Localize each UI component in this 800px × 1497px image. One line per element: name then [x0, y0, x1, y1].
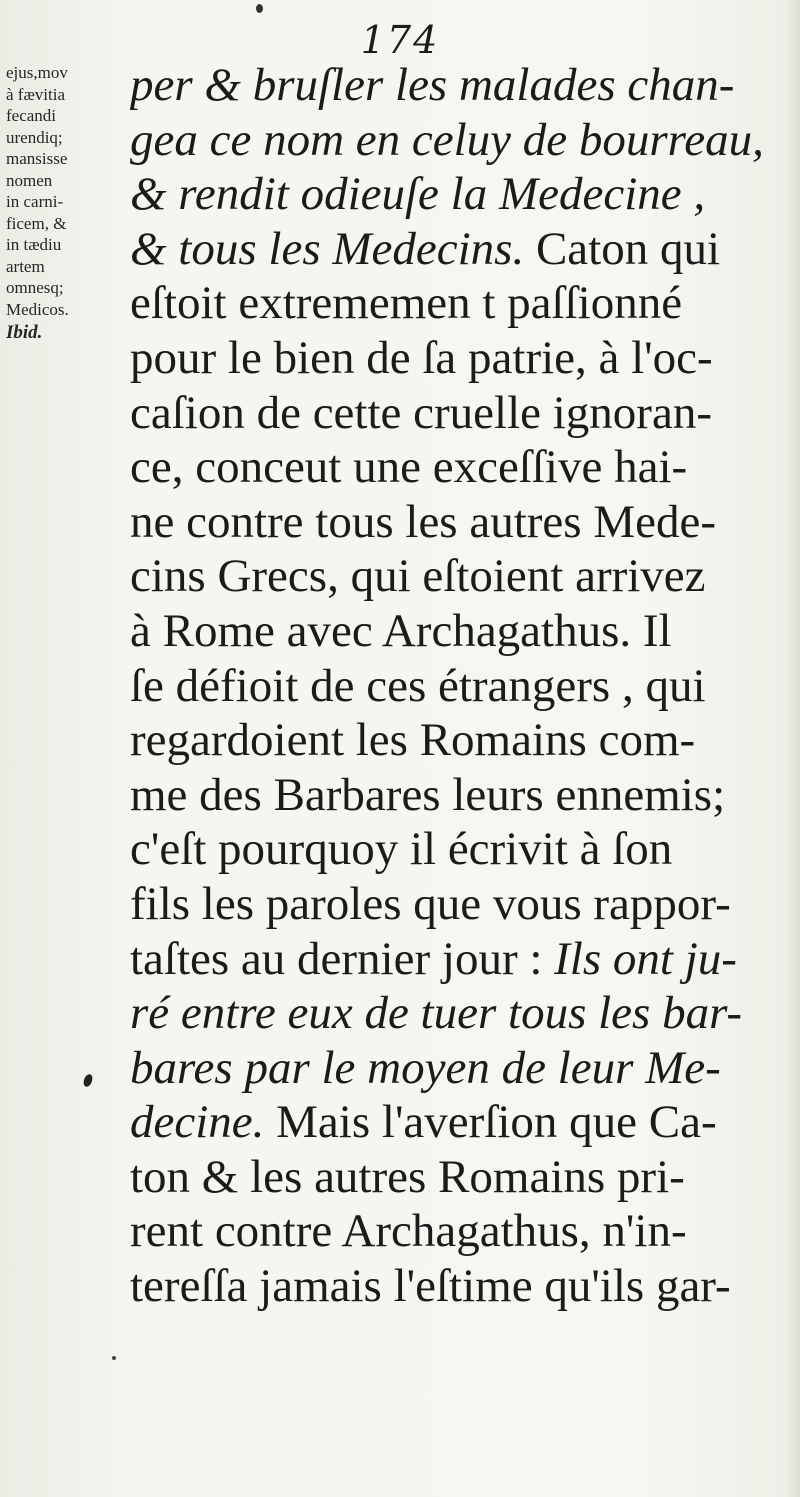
text-line	[130, 222, 790, 277]
marginal-note-line: nomen	[6, 170, 53, 190]
marginal-note-line: à fævitia	[6, 84, 66, 104]
roman-text: me des Barbares leurs ennemis;	[130, 768, 726, 821]
ink-blot	[82, 1073, 94, 1088]
text-line	[130, 1259, 790, 1314]
roman-text: c'eſt pourquoy il écrivit à ſon	[130, 823, 673, 876]
roman-text: tereſſa jamais l'eſtime qu'ils gar-	[130, 1260, 731, 1313]
italic-text: bares par le moyen de leur Me-	[130, 1041, 721, 1094]
ink-speck	[112, 1356, 116, 1360]
text-line	[130, 659, 790, 714]
roman-text: à Rome avec Archagathus. Il	[130, 604, 672, 657]
marginal-note-line: ejus,mov	[6, 63, 68, 82]
ink-speck	[256, 4, 263, 13]
text-line	[130, 1095, 790, 1150]
text-line	[130, 440, 790, 495]
text-line	[130, 1204, 790, 1259]
text-line	[130, 604, 790, 659]
roman-text: regardoient les Romains com-	[130, 714, 696, 767]
italic-text: & tous les Medecins.	[130, 222, 525, 275]
marginal-note-line: in carni-	[6, 192, 64, 211]
italic-text: ré entre eux de tuer tous les bar-	[130, 987, 743, 1040]
marginal-note	[6, 62, 92, 344]
text-line	[130, 986, 790, 1041]
marginal-note-line: Medicos.	[6, 299, 69, 319]
text-line	[130, 768, 790, 823]
marginal-note-line: ficem, &	[6, 213, 67, 233]
roman-text: ſe défioit de ces étrangers , qui	[130, 659, 706, 712]
text-line	[130, 167, 790, 222]
page-number: 174	[360, 18, 440, 62]
marginal-note-line: artem	[6, 256, 45, 276]
roman-text: taſtes au dernier jour :	[130, 932, 555, 985]
text-line	[130, 822, 790, 877]
roman-text: rent contre Archagathus, n'in-	[130, 1205, 687, 1258]
roman-text: ne contre tous les autres Mede-	[130, 495, 716, 548]
marginal-note-line: in tædiu	[6, 235, 62, 254]
roman-text: Mais l'averſion que Ca-	[264, 1096, 717, 1149]
marginal-note-line: urendiq;	[6, 127, 63, 147]
text-line	[130, 549, 790, 604]
text-line	[130, 932, 790, 987]
text-line	[130, 276, 790, 331]
roman-text: cins Grecs, qui eſtoient arrivez	[130, 550, 706, 603]
italic-text: decine.	[130, 1096, 265, 1149]
text-line	[130, 495, 790, 550]
body-text	[130, 58, 790, 1314]
text-line	[130, 713, 790, 768]
roman-text: Caton qui	[524, 222, 721, 275]
marginal-note-line: Ibid.	[6, 322, 43, 343]
italic-text: & rendit odieuſe la Medecine ,	[130, 168, 706, 221]
text-line	[130, 58, 790, 113]
text-line	[130, 331, 790, 386]
marginal-note-line: fecandi	[6, 106, 57, 125]
roman-text: eſtoit extrememen t paſſionné	[130, 277, 683, 330]
marginal-note-line: omnesq;	[6, 278, 64, 297]
roman-text: ce, conceut une exceſſive hai-	[130, 441, 688, 494]
italic-text: gea ce nom en celuy de bourreau,	[130, 113, 764, 166]
roman-text: fils les paroles que vous rappor-	[130, 877, 731, 930]
text-line	[130, 1041, 790, 1096]
roman-text: pour le bien de ſa patrie, à l'oc-	[130, 331, 713, 384]
roman-text: ton & les autres Romains pri-	[130, 1150, 685, 1203]
roman-text: caſion de cette cruelle ignoran-	[130, 386, 712, 439]
italic-text: per & bruſler les malades chan-	[130, 59, 735, 111]
marginal-note-line: mansisse	[6, 149, 68, 168]
text-line	[130, 1150, 790, 1205]
text-line	[130, 113, 790, 168]
text-line	[130, 877, 790, 932]
italic-text: Ils ont ju-	[554, 932, 737, 985]
text-line	[130, 386, 790, 441]
